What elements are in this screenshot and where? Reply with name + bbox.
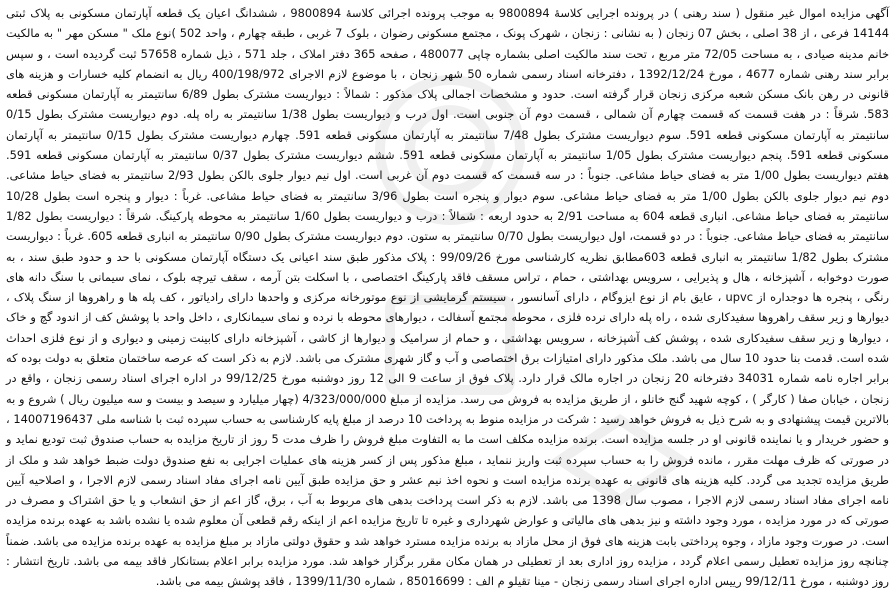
auction-notice-text: آگهی مزایده اموال غیر منقول ( سند رهنی ) در پرونده اجرایی کلاسهٔ 9800894 به موجب پرونده اجرائی کلاسهٔ 9800894 ، ششدانگ اعیان یک قطعه آپارتمان مسکونی به پلاک ثبتی 14144 فرعی ، از 38 اصلی ، بخش 07 زنجان ( به نشانی : زنجان ، شهرک پونک ، مجتمع مسکونی رضوان ، بلوک 7 غربی ، طبقه چهارم ، واحد 502 )نوع ملک " مسکن مهر " به مالکیت خانم مدینه صیادی ، به مساحت 72/05 متر مربع ، تحت سند مالکیت اصلی بشماره چاپی 480077 ، صفحه 365 دفتر املاک ، جلد 571 ، ذیل شماره 57658 ثبت گردیده است ، و سپس برابر سند رهنی شماره 4677 ، مورخ 1392/12/24 ، دفترخانه اسناد رسمی شماره 50 شهر زنجان ، با موضوع لازم الاجرای 400/198/972 ریال به انضمام کلیه خسارات و هزینه های قانونی در رهن بانک مسکن شعبه مرکزی زنجان قرار گرفته است. حدود و مشخصات اجمالی پلاک مذکور : شمالاً : دیواریست مشترک بطول 6/89 سانتیمتر به آپارتمان مسکونی قطعه 583. شرقاً : در هفت قسمت که قسمت چهارم آن شمالی ، قسمت دوم آن جنوبی است. اول درب و دیواریست بطول 1/38 سانتیمتر به راه پله. دوم دیواریست مشترک بطول 0/15 سانتیمتر به آپارتمان مسکونی قطعه 591. سوم دیواریست مشترک بطول 7/48 سانتیمتر به آپارتمان مسکونی قطعه 591. چهارم دیواریست مشترک بطول 0/15 سانتیمتر به آپارتمان مسکونی قطعه 591. پنجم دیواریست مشترک بطول 1/05 سانتیمتر به آپارتمان مسکونی قطعه 591. ششم دیواریست مشترک بطول 0/37 سانتیمتر به آپارتمان مسکونی قطعه 591. هفتم دیواریست بطول 1/00 متر به فضای حیاط مشاعی. جنوباً : در سه قسمت که قسمت دوم آن غربی است. اول نیم دیوار جلوی بالکن بطول 2/93 سانتیمتر به فضای حیاط مشاعی. دوم نیم دیوار جلوی بالکن بطول 1/00 متر به فضای حیاط مشاعی. سوم دیوار و پنجره است بطول 3/96 سانتیمتر به فضای حیاط مشاعی. غرباً : دیوار و پنجره است بطول 10/28 سانتیمتر به فضای حیاط مشاعی. انباری قطعه 604 به مساحت 2/91 به حدود اربعه : شمالاً : درب و دیواریست بطول 1/60 سانتیمتر به محوطه پارکینگ. شرقاً : دیواریست بطول 1/82 سانتیمتر به فضای حیاط مشاعی. جنوباً : در دو قسمت، اول دیواریست بطول 0/70 سانتیمتر به ستون. دوم دیواریست مشترک بطول 0/90 سانتیمتر به انباری قطعه 605. غرباً : دیواریست مشترک بطول 1/82 سانتیمتر به انباری قطعه 603مطابق نظریه کارشناسی مورخ 99/09/26 : پلاک مذکور طبق سند اعیانی یک دستگاه آپارتمان مسکونی با حد و حدود طبق سند ، به صورت دوخوابه ، آشپزخانه ، هال و پذیرایی ، سرویس بهداشتی ، حمام ، تراس مسقف فاقد پارکینگ اختصاصی ، با اسکلت بتن آرمه ، سقف تیرچه بلوک ، نمای سیمانی با سنگ دانه های رنگی ، پنجره ها دوجداره از upvc ، عایق بام از نوع ایزوگام ، دارای آسانسور ، سیستم گرمایشی از نوع موتورخانه مرکزی و واحدها دارای رادیاتور ، کف پله ها و راهروها از سنگ پلاک ، دیوارها و زیر سقف راهروها سفیدکاری شده ، راه پله دارای نرده فلزی ، محوطه مجتمع آسفالت ، دیوارهای محوطه با نرده و نمای سیمانکاری ، داخل واحد با پوشش کف از اندود گچ و خاک ، دیوارها و زیر سقف سفیدکاری شده ، پوشش کف آشپزخانه ، سرویس بهداشتی ، و حمام از سرامیک و دیوارها از کاشی ، آشپزخانه دارای کابینت زمینی و دیواری و از نوع فلزی احداث شده است. قدمت بنا حدود 10 سال می باشد. ملک مذکور دارای امتیازات برق اختصاصی و آب و گاز شهری مشترک می باشد. لازم به ذکر است که عرصه ساختمان متعلق به دولت بوده که برابر اجاره نامه شماره 34031 دفترخانه 20 زنجان در اجاره مالک قرار دارد. پلاک فوق از ساعت 9 الی 12 روز دوشنبه مورخ 99/12/25 در اداره اجرای اسناد رسمی زنجان ، واقع در زنجان ، خیابان صفا ( کارگر ) ، کوچه شهید گنج خانلو ، از طریق مزایده به فروش می رسد. مزایده از مبلغ 4/323/000/000 (چهار میلیارد و سیصد و بیست و سه میلیون ریال ) شروع و به بالاترین قیمت پیشنهادی و به شرح ذیل به فروش خواهد رسید : شرکت در مزایده منوط به پرداخت 10 درصد از مبلغ پایه کارشناسی به حساب سپرده ثبت با شناسه ملی 14007196437 ، و حضور خریدار و یا نماینده قانونی او در جلسه مزایده است. برنده مزایده مکلف است ما به التفاوت مبلغ فروش را ظرف مدت 5 روز از تاریخ مزایده به حساب صندوق ثبت تودیع نماید و در صورتی که ظرف مهلت مقرر ، مانده فروش را به حساب سپرده ثبت واریز ننماید ، مبلغ مذکور پس از کسر هزینه های عملیات اجرایی به نفع صندوق دولت ضبط خواهد شد و ملک از طریق مزایده تجدید می گردد. کلیه هزینه های قانونی به عهده برنده مزایده است و نحوه اخذ نیم عشر و حق مزایده طبق آیین نامه اجرای مفاد اسناد رسمی لازم الاجرا ، و اصلاحیه آیین نامه اجرای مفاد اسناد رسمی لازم الاجرا ، مصوب سال 1398 می باشد. لازم به ذکر است پرداخت بدهی های مربوط به آب ، برق، گاز اعم از حق انشعاب و یا حق اشتراک و مصرف در صورتی که در مورد مزایده ، مورد وجود داشته و نیز بدهی های مالیاتی و عوارض شهرداری و غیره تا تاریخ مزایده اعم از اینکه رقم قطعی آن معلوم شده یا نشده باشد به عهده برنده مزایده است. در صورت وجود مازاد ، وجوه پرداختی بابت هزینه های فوق از محل مازاد به برنده مزایده مسترد خواهد شد و حقوق دولتی مازاد بر مبلغ مزایده به عهده برنده مزایده می باشد. ضمناً چنانچه روز مزایده تعطیل رسمی اعلام گردد ، مزایده روز اداری بعد از تعطیلی در همان مکان مقرر برگزار خواهد شد. مورد مزایده برابر اعلام بستانکار فاقد بیمه می باشد. تاریخ انتشار : روز دوشنبه ، مورخ 99/12/11 رییس اداره اجرای اسناد رسمی زنجان - مینا تقیلو م الف : 85016699 ، شماره 1399/11/30 ، فاقد پوشش بیمه می باشد. bbox=[6, 6, 890, 589]
